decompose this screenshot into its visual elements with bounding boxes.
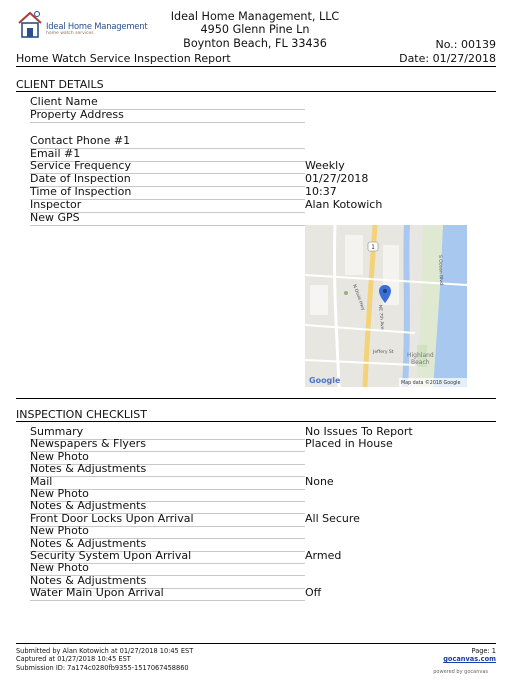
field-row: [30, 160, 490, 173]
field-label: Time of Inspection: [30, 186, 305, 200]
field-label: Date of Inspection: [30, 173, 305, 187]
report-number: No.: 00139: [435, 38, 496, 51]
submission-id: Submission ID: 7a174c0280fb9355-1517067458860: [16, 663, 189, 672]
powered-by: powered by gocanvas: [433, 669, 488, 675]
field-row: [30, 550, 490, 563]
field-row: [30, 109, 490, 122]
gocanvas-link[interactable]: gocanvas.com: [443, 655, 496, 664]
field-value: None: [305, 475, 334, 488]
checklist-top-divider: [16, 398, 496, 399]
field-label: Summary: [30, 426, 305, 440]
field-row: [30, 173, 490, 186]
logo-text: Ideal Home Management: [46, 21, 148, 31]
field-label: Email #1: [30, 148, 305, 162]
location-map: [305, 225, 467, 387]
footer-page-info: [443, 647, 496, 664]
route-shield-label: 1: [371, 244, 375, 251]
company-logo: [16, 9, 148, 41]
field-row: [30, 438, 490, 451]
field-label: Client Name: [30, 96, 305, 110]
field-value: 01/27/2018: [305, 172, 369, 185]
field-label: Security System Upon Arrival: [30, 550, 305, 564]
field-value: Weekly: [305, 159, 345, 172]
field-label: Notes & Adjustments: [30, 500, 305, 514]
map-attribution: Map data ©2018 Google: [401, 381, 461, 386]
checklist-section-divider: [16, 421, 496, 422]
intracoastal-waterway: [405, 225, 407, 387]
field-label: Notes & Adjustments: [30, 538, 305, 552]
field-row: [30, 199, 490, 212]
field-label: Contact Phone #1: [30, 135, 305, 149]
google-logo: Google: [309, 376, 341, 385]
house-logo-icon: [16, 9, 44, 41]
field-label: Property Address: [30, 109, 305, 123]
field-label: New Photo: [30, 525, 305, 539]
footer-info: [16, 647, 193, 672]
report-date: Date: 01/27/2018: [399, 52, 496, 65]
client-details-heading: CLIENT DETAILS: [16, 78, 104, 91]
field-label: Notes & Adjustments: [30, 575, 305, 589]
submitted-by: Submitted by Alan Kotowich at 01/27/2018 10:45 EST: [16, 647, 194, 655]
inspection-checklist-heading: INSPECTION CHECKLIST: [16, 408, 147, 421]
field-label: Notes & Adjustments: [30, 463, 305, 477]
field-value: All Secure: [305, 512, 360, 525]
field-row: [30, 525, 490, 538]
field-label: Mail: [30, 476, 305, 490]
field-row: [30, 186, 490, 199]
map-road-label: Jeffery St: [373, 350, 394, 355]
map-road-label: N Dixie Hwy: [351, 283, 366, 312]
field-row: [30, 500, 490, 513]
company-block: [150, 10, 360, 50]
map-road-label: NE 7th Ave: [377, 304, 385, 330]
field-label: New Photo: [30, 488, 305, 502]
logo-subtext: home watch services: [46, 31, 94, 36]
field-value: Off: [305, 586, 322, 599]
client-section-divider: [16, 91, 496, 92]
header-divider: [16, 66, 496, 67]
field-label: Water Main Upon Arrival: [30, 587, 305, 601]
company-address-line1: 4950 Glenn Pine Ln: [200, 23, 310, 37]
footer-divider: [16, 643, 496, 644]
company-name: Ideal Home Management, LLC: [170, 10, 340, 23]
field-value: Placed in House: [305, 437, 393, 450]
field-label: Service Frequency: [30, 160, 305, 174]
field-row: [30, 513, 490, 526]
field-label: New GPS: [30, 212, 305, 226]
field-label: Newspapers & Flyers: [30, 438, 305, 452]
map-graphic: [305, 225, 467, 387]
page-number: Page: 1: [471, 647, 496, 655]
field-label: New Photo: [30, 451, 305, 465]
field-value: 10:37: [305, 185, 337, 198]
field-label: Inspector: [30, 199, 305, 213]
map-place-label: Beach: [411, 359, 430, 366]
field-row: [30, 562, 490, 575]
captured-at: Captured at 01/27/2018 10:45 EST: [16, 655, 131, 664]
field-label: Front Door Locks Upon Arrival: [30, 513, 305, 527]
field-value: Armed: [305, 549, 342, 562]
field-row: [30, 212, 490, 225]
field-row: [30, 135, 490, 148]
field-value: No Issues To Report: [305, 425, 413, 438]
company-address-line2: Boynton Beach, FL 33436: [183, 36, 327, 50]
map-place-label: Highland: [407, 352, 434, 359]
field-label: New Photo: [30, 562, 305, 576]
map-road-label: S Ocean Blvd: [437, 254, 444, 286]
field-value: Alan Kotowich: [305, 198, 383, 211]
field-row: [30, 96, 490, 109]
report-title: Home Watch Service Inspection Report: [16, 52, 231, 65]
field-row: [30, 463, 490, 476]
field-row: [30, 476, 490, 489]
field-row: [30, 587, 490, 600]
